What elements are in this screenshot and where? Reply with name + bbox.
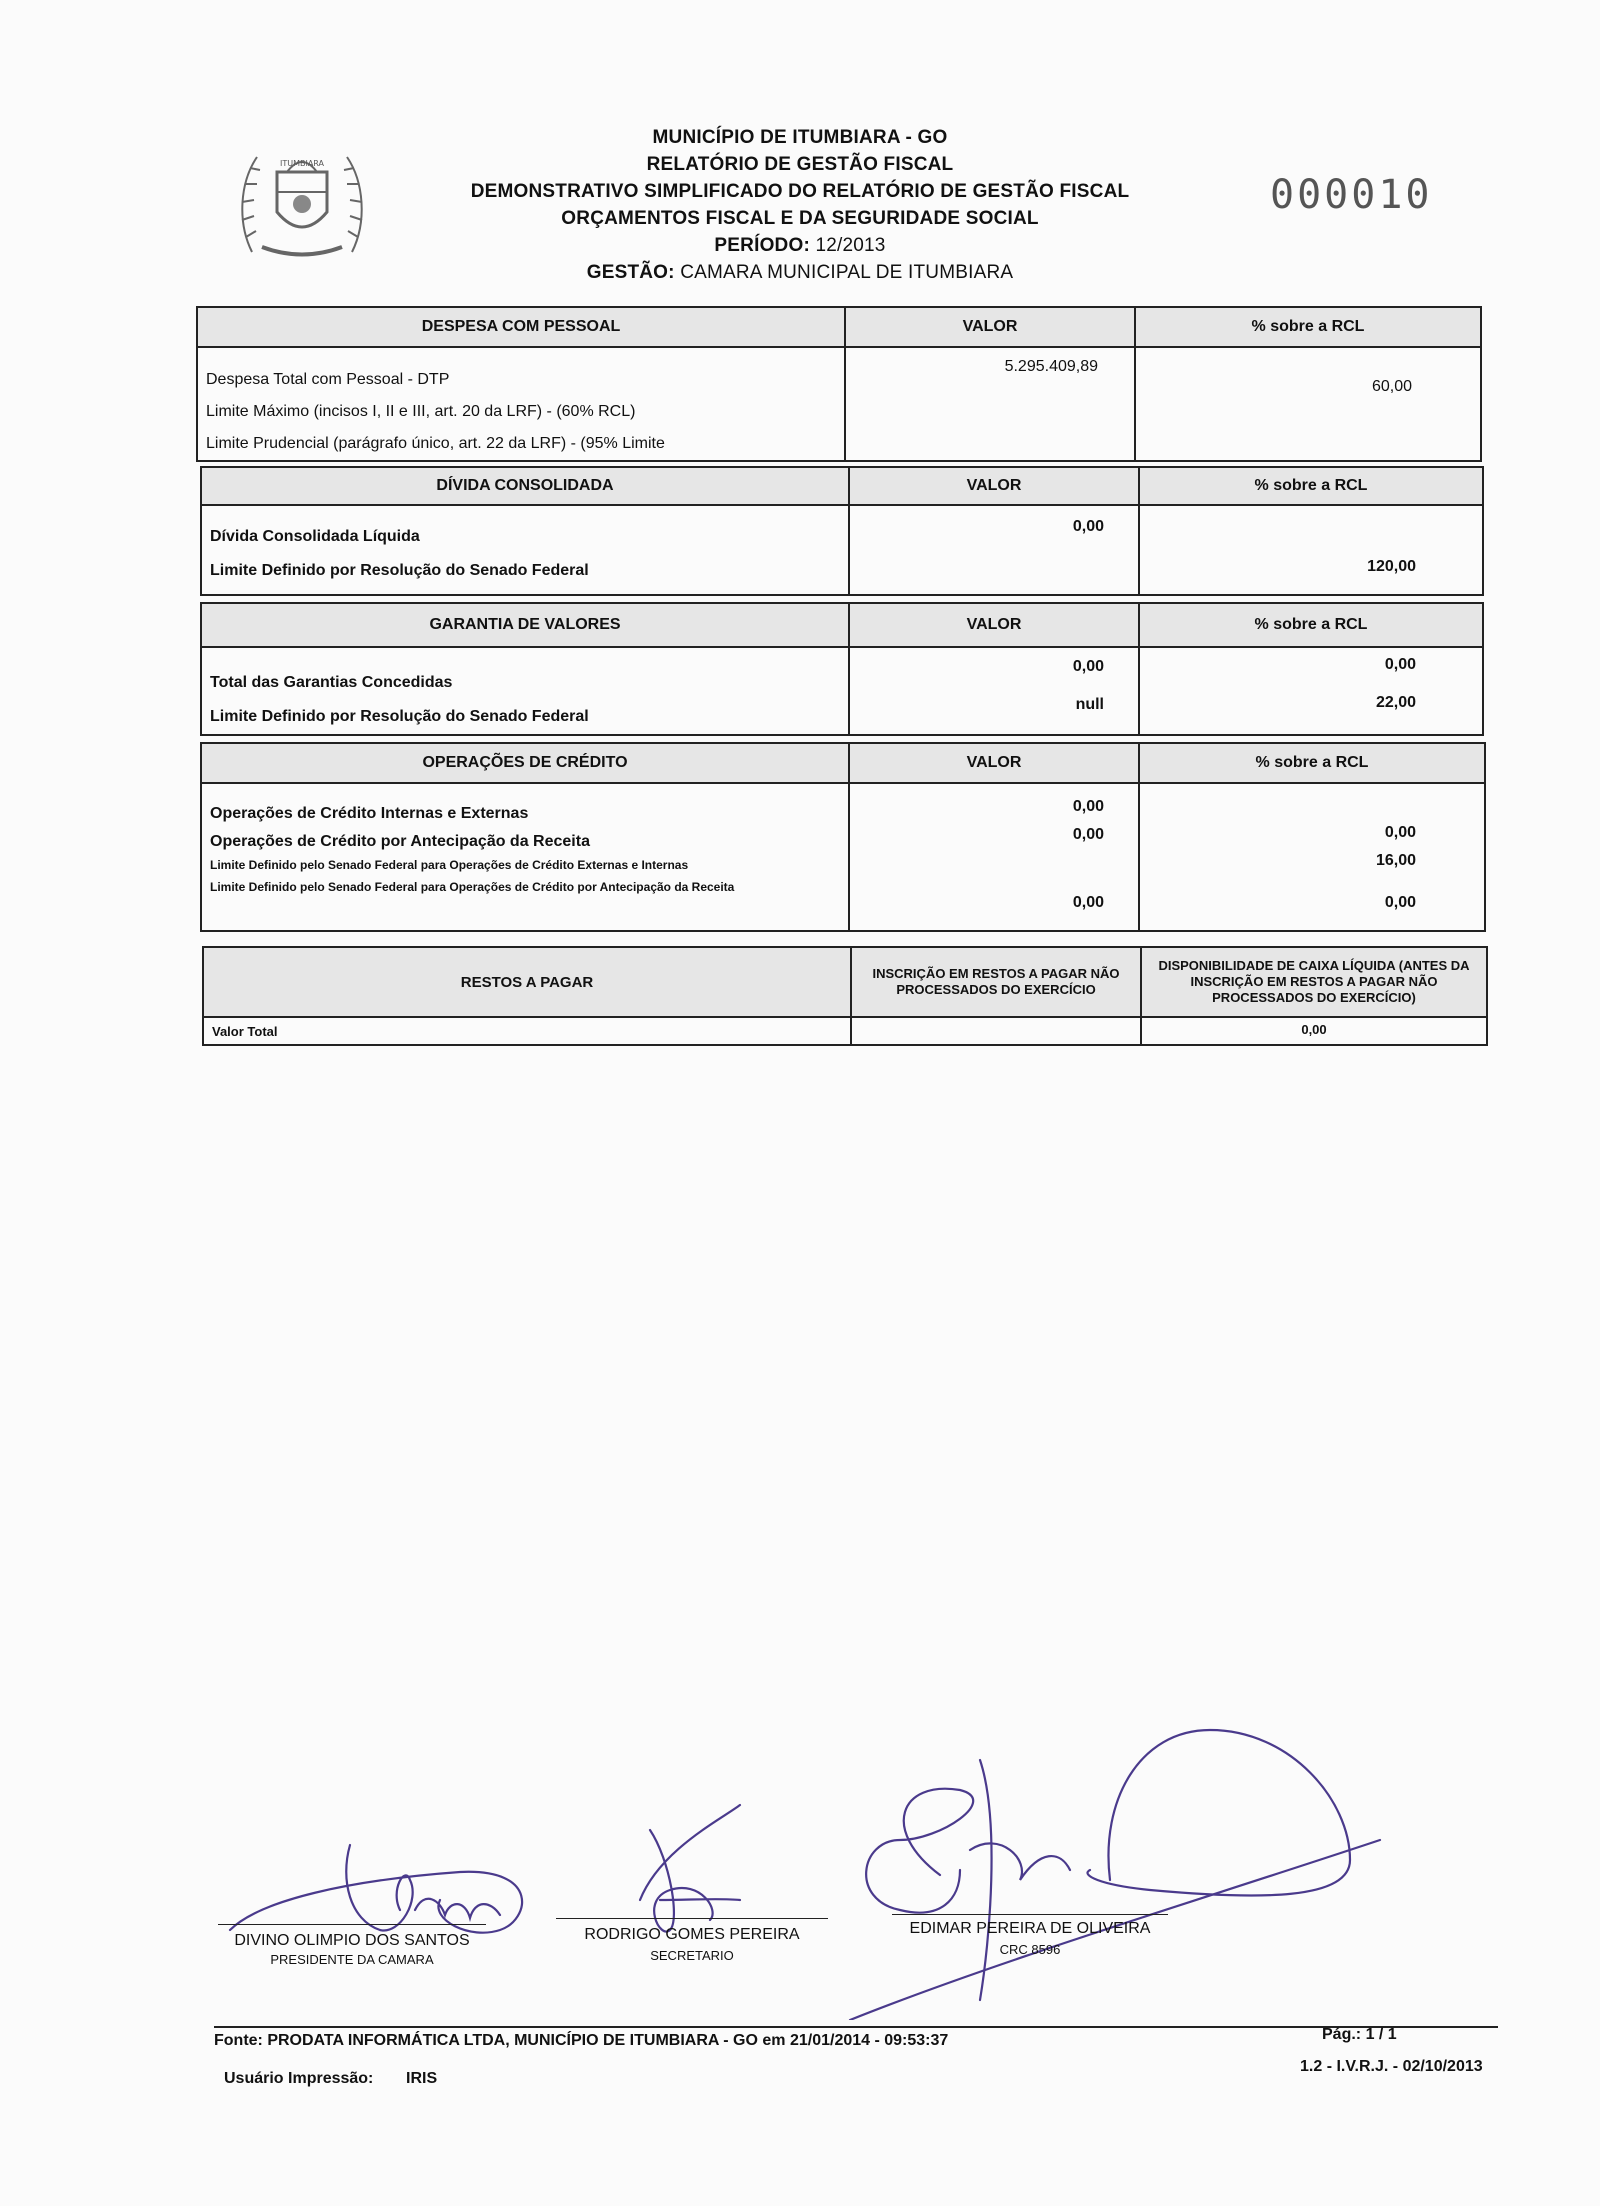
divida-valor: 0,00 [1072, 518, 1104, 535]
signature-name-secretario: RODRIGO GOMES PEREIRA [584, 1926, 800, 1943]
document-number: 000010 [1270, 172, 1433, 218]
periodo-line [0, 232, 1600, 259]
report-header [0, 124, 1600, 286]
signature-line-secretario [556, 1918, 828, 1919]
garantia-col-valor: VALOR [849, 603, 1139, 647]
restos-col-inscricao: INSCRIÇÃO EM RESTOS A PAGAR NÃO PROCESSADOS DO EXERCÍCIO [851, 947, 1141, 1017]
operacoes-row-limite-externas: Limite Definido pelo Senado Federal para Operações de Crédito Externas e Internas [210, 858, 689, 872]
operacoes-rcl-antecipacao: 0,00 [1384, 824, 1416, 841]
divida-col-valor: VALOR [849, 467, 1139, 505]
operacoes-row-internas-externas: Operações de Crédito Internas e Externas [210, 805, 529, 822]
signature-name-presidente: DIVINO OLIMPIO DOS SANTOS [234, 1932, 470, 1949]
garantia-rcl-limite: 22,00 [1375, 694, 1416, 711]
operacoes-rcl-limite-externas: 16,00 [1375, 852, 1416, 869]
signature-role-secretario: SECRETARIO [650, 1948, 734, 1963]
gestao-value: CAMARA MUNICIPAL DE ITUMBIARA [680, 262, 1014, 283]
despesa-table [196, 306, 1482, 462]
divida-title: DÍVIDA CONSOLIDADA [201, 467, 849, 505]
operacoes-valor-limite-antecipacao: 0,00 [1072, 894, 1104, 911]
orcamentos-title: ORÇAMENTOS FISCAL E DA SEGURIDADE SOCIAL [561, 208, 1039, 229]
footer-pagina: Pág.: 1 / 1 [1322, 2026, 1397, 2043]
periodo-label: PERÍODO: [714, 235, 810, 256]
restos-row-valor-total: Valor Total [212, 1024, 278, 1039]
garantia-valor-limite: null [1075, 696, 1104, 713]
operacoes-valor-antecipacao: 0,00 [1072, 826, 1104, 843]
operacoes-col-rcl: % sobre a RCL [1139, 743, 1485, 783]
restos-table [202, 946, 1488, 1046]
despesa-row-limite-maximo: Limite Máximo (incisos I, II e III, art. 20 da LRF) - (60% RCL) [206, 403, 636, 420]
svg-text:ITUMBIARA: ITUMBIARA [279, 159, 325, 168]
footer-usuario-value: IRIS [406, 2070, 438, 2087]
signature-line-contador [892, 1914, 1168, 1915]
despesa-row-dtp: Despesa Total com Pessoal - DTP [206, 371, 450, 388]
garantia-title: GARANTIA DE VALORES [201, 603, 849, 647]
signature-line-presidente [218, 1924, 486, 1925]
demonstrativo-title: DEMONSTRATIVO SIMPLIFICADO DO RELATÓRIO DE GESTÃO FISCAL [470, 181, 1130, 202]
periodo-value: 12/2013 [815, 235, 886, 256]
signature-name-contador: EDIMAR PEREIRA DE OLIVEIRA [909, 1920, 1151, 1937]
divida-table [200, 466, 1484, 596]
despesa-col-valor: VALOR [845, 307, 1135, 347]
signature-role-presidente: PRESIDENTE DA CAMARA [270, 1952, 434, 1967]
operacoes-title: OPERAÇÕES DE CRÉDITO [201, 743, 849, 783]
signature-role-contador: CRC 8596 [999, 1942, 1061, 1957]
restos-disponibilidade-value: 0,00 [1301, 1022, 1327, 1037]
garantia-row-limite: Limite Definido por Resolução do Senado Federal [210, 708, 589, 725]
footer-divider [214, 2026, 1498, 2028]
divida-row-liquida: Dívida Consolidada Líquida [210, 528, 420, 545]
divida-col-rcl: % sobre a RCL [1139, 467, 1483, 505]
despesa-rcl: 60,00 [1371, 378, 1412, 395]
relatorio-title: RELATÓRIO DE GESTÃO FISCAL [646, 154, 954, 175]
garantia-valor-total: 0,00 [1072, 658, 1104, 675]
divida-rcl: 120,00 [1367, 558, 1416, 575]
gestao-line [0, 259, 1600, 286]
restos-title: RESTOS A PAGAR [203, 947, 851, 1017]
divida-row-limite: Limite Definido por Resolução do Senado Federal [210, 562, 589, 579]
despesa-valor: 5.295.409,89 [1004, 358, 1098, 375]
gestao-label: GESTÃO: [586, 262, 675, 283]
operacoes-valor-internas: 0,00 [1072, 798, 1104, 815]
operacoes-col-valor: VALOR [849, 743, 1139, 783]
operacoes-row-antecipacao: Operações de Crédito por Antecipação da Receita [210, 833, 590, 850]
municipio-title: MUNICÍPIO DE ITUMBIARA - GO [652, 127, 948, 148]
footer-versao: 1.2 - I.V.R.J. - 02/10/2013 [1300, 2058, 1483, 2075]
footer-usuario-label: Usuário Impressão: [224, 2070, 374, 2087]
despesa-col-rcl: % sobre a RCL [1135, 307, 1481, 347]
despesa-title: DESPESA COM PESSOAL [197, 307, 845, 347]
garantia-table [200, 602, 1484, 736]
garantia-col-rcl: % sobre a RCL [1139, 603, 1483, 647]
footer-fonte: Fonte: PRODATA INFORMÁTICA LTDA, MUNICÍPIO DE ITUMBIARA - GO em 21/01/2014 - 09:53:37 [214, 2032, 949, 2049]
operacoes-rcl-limite-antecipacao: 0,00 [1384, 894, 1416, 911]
restos-col-disponibilidade: DISPONIBILIDADE DE CAIXA LÍQUIDA (ANTES DA INSCRIÇÃO EM RESTOS A PAGAR NÃO PROCESSADOS DO EXERCÍCIO) [1141, 947, 1487, 1017]
operacoes-table [200, 742, 1486, 932]
garantia-rcl-total: 0,00 [1384, 656, 1416, 673]
operacoes-row-limite-antecipacao: Limite Definido pelo Senado Federal para Operações de Crédito por Antecipação da Receita [210, 880, 735, 894]
garantia-row-total: Total das Garantias Concedidas [210, 674, 453, 691]
despesa-row-limite-prudencial: Limite Prudencial (parágrafo único, art. 22 da LRF) - (95% Limite [206, 435, 665, 452]
